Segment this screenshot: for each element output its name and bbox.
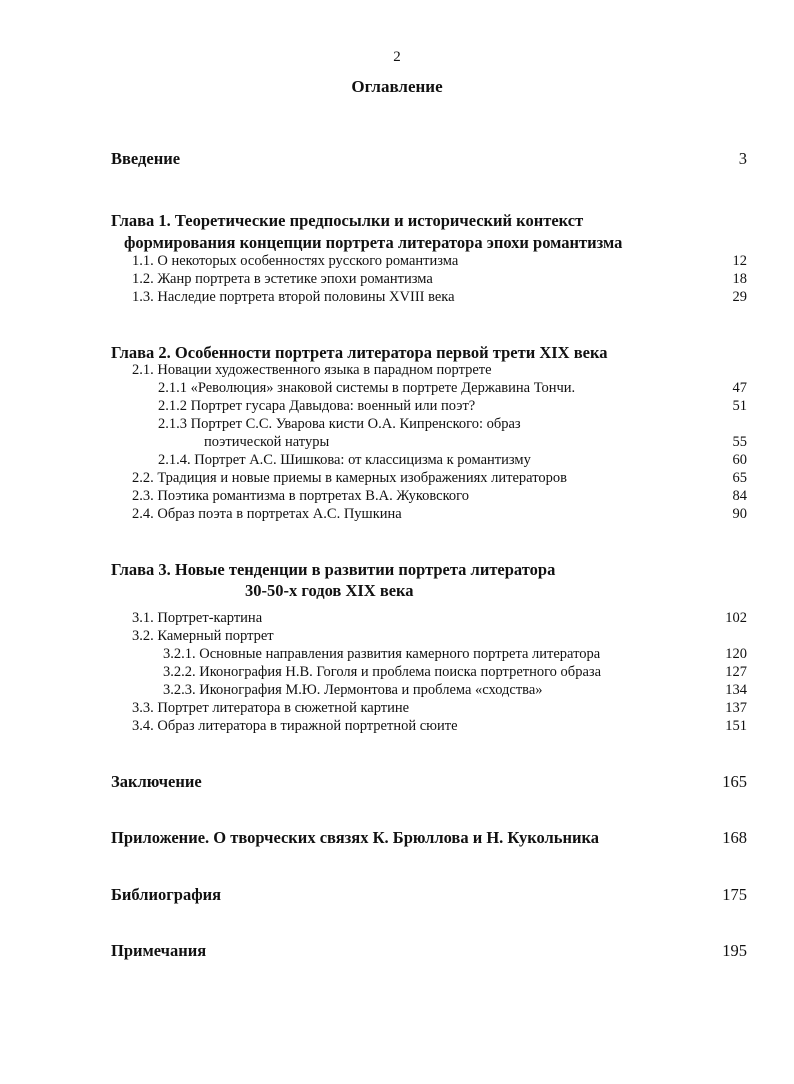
toc-entry-bibliography[interactable]: Библиография 175 (111, 885, 747, 904)
toc-entry-conclusion[interactable]: Заключение 165 (111, 772, 747, 791)
chapter-3-heading-line-1[interactable]: Глава 3. Новые тенденции в развитии портрета литератора (111, 560, 556, 579)
toc-entry[interactable]: 1.2. Жанр портрета в эстетике эпохи романтизма 18 (132, 271, 747, 287)
toc-entry[interactable]: 2.1.3 Портрет С.С. Уварова кисти О.А. Кипренского: образ (158, 416, 521, 432)
chapter-3-heading-line-2[interactable]: 30-50-х годов XIX века (245, 581, 414, 600)
toc-entry-intro[interactable] (0, 149, 794, 167)
toc-entry[interactable]: 2.3. Поэтика романтизма в портретах В.А. Жуковского 84 (132, 488, 747, 504)
toc-entry[interactable]: 3.3. Портрет литератора в сюжетной картине 137 (132, 700, 747, 716)
toc-entry[interactable]: 1.3. Наследие портрета второй половины XVIII века 29 (132, 289, 747, 305)
toc-entry-page: 3 (738, 149, 747, 168)
toc-entry[interactable]: 2.2. Традиция и новые приемы в камерных изображениях литераторов 65 (132, 470, 747, 486)
toc-entry[interactable]: 3.1. Портрет-картина 102 (132, 610, 747, 626)
toc-entry-appendix[interactable]: Приложение. О творческих связях К. Брюллова и Н. Кукольника 168 (111, 828, 747, 847)
toc-entry-label: Введение (111, 149, 181, 168)
toc-entry[interactable]: 3.4. Образ литератора в тиражной портретной сюите 151 (132, 718, 747, 734)
toc-entry[interactable]: 3.2. Камерный портрет (132, 628, 274, 644)
toc-entry[interactable]: 3.2.3. Иконография М.Ю. Лермонтова и проблема «сходства» 134 (163, 682, 747, 698)
toc-entry[interactable]: 2.1. Новации художественного языка в парадном портрете (132, 362, 492, 378)
toc-entry[interactable]: 3.2.2. Иконография Н.В. Гоголя и проблема поиска портретного образа 127 (163, 664, 747, 680)
chapter-1-heading-line-2[interactable]: формирования концепции портрета литератора эпохи романтизма (124, 233, 623, 252)
toc-entry[interactable]: 1.1. О некоторых особенностях русского романтизма 12 (132, 253, 747, 269)
page-title: Оглавление (351, 77, 443, 96)
page-number: 2 (393, 49, 401, 65)
toc-entry[interactable]: 2.4. Образ поэта в портретах А.С. Пушкина 90 (132, 506, 747, 522)
toc-entry[interactable]: 3.2.1. Основные направления развития камерного портрета литератора 120 (163, 646, 747, 662)
toc-entry[interactable]: 2.1.4. Портрет А.С. Шишкова: от классицизма к романтизму 60 (158, 452, 747, 468)
toc-entry-continuation[interactable]: поэтической натуры 55 (204, 434, 747, 450)
chapter-1-heading-line-1[interactable]: Глава 1. Теоретические предпосылки и исторический контекст (111, 211, 584, 230)
toc-entry-notes[interactable]: Примечания 195 (111, 941, 747, 960)
toc-entry[interactable]: 2.1.2 Портрет гусара Давыдова: военный или поэт? 51 (158, 398, 747, 414)
toc-entry[interactable]: 2.1.1 «Революция» знаковой системы в портрете Державина Тончи. 47 (158, 380, 747, 396)
chapter-2-heading[interactable]: Глава 2. Особенности портрета литератора первой трети XIX века (111, 343, 608, 362)
